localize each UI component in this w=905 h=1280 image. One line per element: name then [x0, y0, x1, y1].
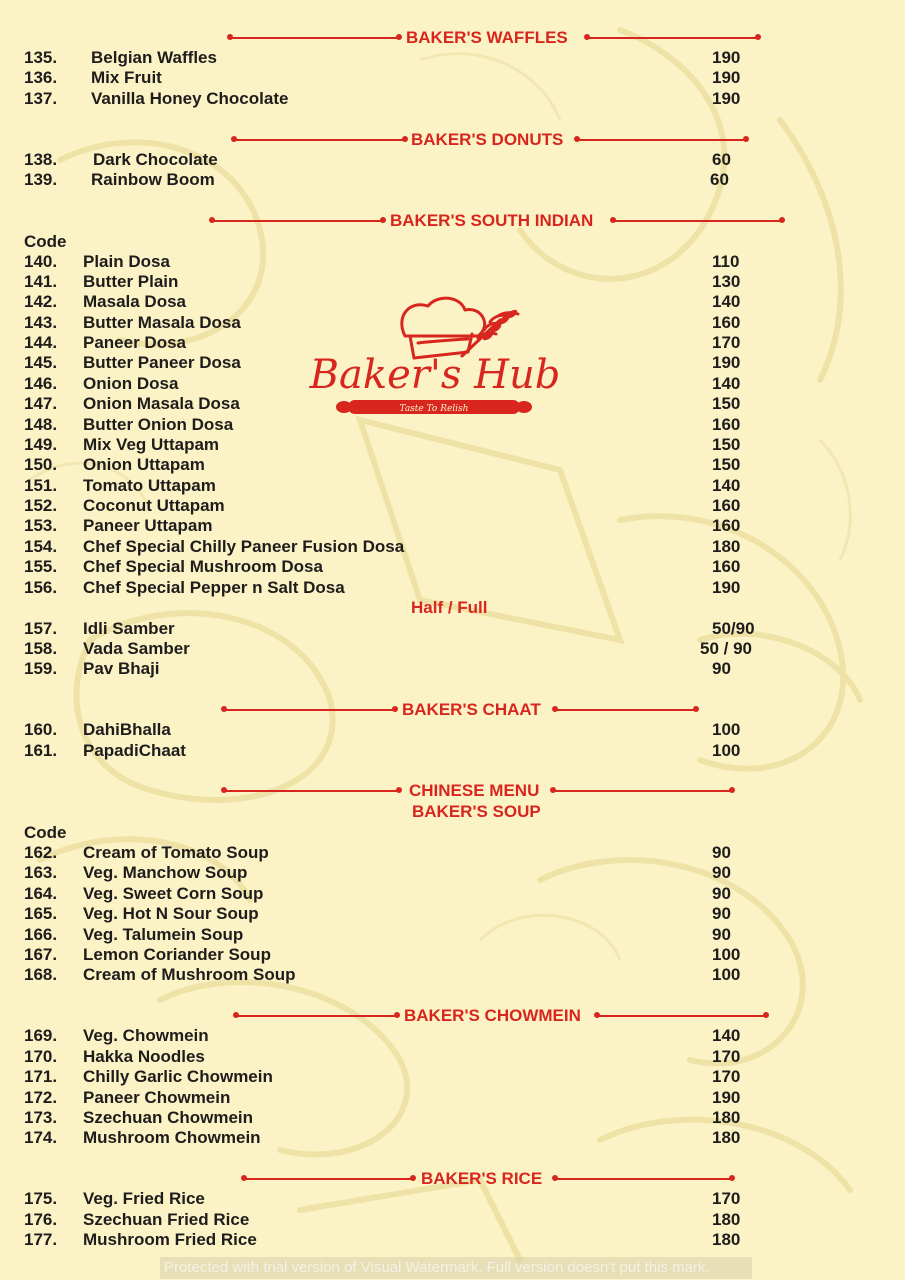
item-name: Vada Samber — [83, 639, 190, 658]
code-column-label: Code — [24, 232, 67, 251]
item-code: 165. — [24, 904, 58, 923]
divider-right — [578, 139, 746, 141]
item-code: 139. — [24, 170, 58, 189]
item-price: 60 — [712, 150, 731, 169]
section-title: BAKER'S CHOWMEIN — [404, 1006, 581, 1025]
item-code: 148. — [24, 415, 58, 434]
section-header-rice — [0, 1168, 905, 1190]
section-title: BAKER'S DONUTS — [411, 130, 564, 149]
item-name: Veg. Chowmein — [83, 1026, 209, 1045]
item-price: 170 — [712, 1189, 741, 1208]
item-price: 180 — [712, 1128, 741, 1147]
item-code: 144. — [24, 333, 58, 352]
menu-item — [0, 904, 905, 924]
menu-item — [0, 150, 905, 170]
item-price: 190 — [712, 1088, 741, 1107]
menu-item — [0, 741, 905, 761]
menu-item — [0, 435, 905, 455]
item-name: Butter Masala Dosa — [83, 313, 241, 332]
section-header-waffles — [0, 27, 905, 49]
menu-item — [0, 925, 905, 945]
menu-item — [0, 1026, 905, 1046]
item-code: 175. — [24, 1189, 58, 1208]
item-name: Butter Plain — [83, 272, 179, 291]
section-header-chaat — [0, 699, 905, 721]
item-code: 150. — [24, 455, 58, 474]
menu-item — [0, 313, 905, 333]
item-price: 180 — [712, 1230, 741, 1249]
divider-left — [212, 220, 382, 222]
item-price: 150 — [712, 435, 741, 454]
item-price: 140 — [712, 292, 741, 311]
item-name: Masala Dosa — [83, 292, 186, 311]
item-price: 50/90 — [712, 619, 755, 638]
menu-item — [0, 48, 905, 68]
menu-item — [0, 170, 905, 190]
item-name: Butter Onion Dosa — [83, 415, 234, 434]
divider-left — [236, 1015, 396, 1017]
item-name: Onion Dosa — [83, 374, 179, 393]
item-name: Paneer Chowmein — [83, 1088, 231, 1107]
item-code: 153. — [24, 516, 58, 535]
menu-item — [0, 292, 905, 312]
section-header-south-indian — [0, 210, 905, 232]
item-code: 146. — [24, 374, 58, 393]
item-price: 150 — [712, 394, 741, 413]
menu-item — [0, 639, 905, 659]
item-name: Cream of Mushroom Soup — [83, 965, 296, 984]
item-code: 137. — [24, 89, 58, 108]
item-price: 90 — [712, 843, 731, 862]
divider-right — [598, 1015, 766, 1017]
item-name: Belgian Waffles — [91, 48, 217, 67]
item-code: 140. — [24, 252, 58, 271]
logo-tagline-text: Taste To Relish — [399, 404, 469, 414]
item-price: 170 — [712, 1067, 741, 1086]
item-code: 171. — [24, 1067, 58, 1086]
item-code: 136. — [24, 68, 58, 87]
section-title: BAKER'S SOUTH INDIAN — [390, 211, 594, 230]
item-name: Butter Paneer Dosa — [83, 353, 241, 372]
item-code: 167. — [24, 945, 58, 964]
item-name: Veg. Fried Rice — [83, 1189, 205, 1208]
divider-left — [244, 1178, 412, 1180]
item-price: 90 — [712, 904, 731, 923]
item-name: Chilly Garlic Chowmein — [83, 1067, 273, 1086]
logo-brand-text: Baker's Hub — [309, 352, 561, 398]
divider-left — [230, 37, 398, 39]
section-header-chowmein — [0, 1005, 905, 1027]
item-price: 180 — [712, 537, 741, 556]
menu-item — [0, 353, 905, 373]
item-name: Mushroom Fried Rice — [83, 1230, 257, 1249]
item-price: 170 — [712, 333, 741, 352]
menu-item — [0, 394, 905, 414]
item-name: Hakka Noodles — [83, 1047, 205, 1066]
menu-item — [0, 1088, 905, 1108]
menu-item — [0, 578, 905, 598]
item-price: 170 — [712, 1047, 741, 1066]
item-code: 170. — [24, 1047, 58, 1066]
item-price: 90 — [712, 884, 731, 903]
divider-right — [588, 37, 758, 39]
item-name: Mushroom Chowmein — [83, 1128, 261, 1147]
item-price: 160 — [712, 516, 741, 535]
menu-item — [0, 965, 905, 985]
item-name: Szechuan Fried Rice — [83, 1210, 250, 1229]
divider-right — [556, 709, 696, 711]
item-price: 190 — [712, 48, 741, 67]
item-code: 166. — [24, 925, 58, 944]
item-price: 180 — [712, 1210, 741, 1229]
item-code: 158. — [24, 639, 58, 658]
menu-item — [0, 537, 905, 557]
item-price: 160 — [712, 557, 741, 576]
item-code: 169. — [24, 1026, 58, 1045]
section-header-donuts — [0, 129, 905, 151]
item-code: 149. — [24, 435, 58, 454]
item-name: Chef Special Mushroom Dosa — [83, 557, 323, 576]
item-price: 100 — [712, 720, 741, 739]
section-title: CHINESE MENU — [409, 781, 540, 800]
menu-item — [0, 1189, 905, 1209]
divider-right — [556, 1178, 732, 1180]
menu-item — [0, 252, 905, 272]
item-price: 160 — [712, 496, 741, 515]
item-name: Lemon Coriander Soup — [83, 945, 271, 964]
item-name: Idli Samber — [83, 619, 175, 638]
item-price: 100 — [712, 741, 741, 760]
item-code: 174. — [24, 1128, 58, 1147]
item-name: Chef Special Pepper n Salt Dosa — [83, 578, 345, 597]
item-code: 152. — [24, 496, 58, 515]
item-price: 100 — [712, 965, 741, 984]
menu-item — [0, 1047, 905, 1067]
item-name: Szechuan Chowmein — [83, 1108, 254, 1127]
item-price: 190 — [712, 353, 741, 372]
divider-right — [554, 790, 732, 792]
item-price: 90 — [712, 863, 731, 882]
item-code: 176. — [24, 1210, 58, 1229]
item-code: 147. — [24, 394, 58, 413]
item-name: Veg. Sweet Corn Soup — [83, 884, 264, 903]
item-price: 110 — [712, 252, 740, 271]
item-name: Veg. Hot N Sour Soup — [83, 904, 259, 923]
divider-left — [224, 709, 394, 711]
menu-item — [0, 1230, 905, 1250]
item-name: Mix Fruit — [91, 68, 162, 87]
menu-item — [0, 863, 905, 883]
item-name: Cream of Tomato Soup — [83, 843, 269, 862]
item-price: 140 — [712, 476, 741, 495]
section-header-chinese — [0, 780, 905, 802]
item-name: Mix Veg Uttapam — [83, 435, 220, 454]
item-price: 190 — [712, 89, 741, 108]
divider-left — [224, 790, 398, 792]
item-price: 140 — [712, 374, 741, 393]
section-title: BAKER'S WAFFLES — [406, 28, 568, 47]
item-code: 160. — [24, 720, 58, 739]
half-full-label: Half / Full — [411, 598, 488, 617]
item-price: 160 — [712, 415, 741, 434]
menu-item — [0, 516, 905, 536]
menu-item — [0, 945, 905, 965]
item-name: DahiBhalla — [83, 720, 171, 739]
item-name: Pav Bhaji — [83, 659, 160, 678]
menu-item — [0, 476, 905, 496]
item-code: 161. — [24, 741, 58, 760]
divider-right — [614, 220, 782, 222]
menu-item — [0, 557, 905, 577]
watermark-banner: Protected with trial version of Visual Watermark. Full version doesn't put this mark. — [160, 1257, 752, 1279]
item-price: 100 — [712, 945, 741, 964]
item-name: Tomato Uttapam — [83, 476, 216, 495]
item-name: Plain Dosa — [83, 252, 170, 271]
menu-item — [0, 720, 905, 740]
item-name: Onion Masala Dosa — [83, 394, 240, 413]
item-code: 162. — [24, 843, 58, 862]
menu-item — [0, 659, 905, 679]
item-price: 180 — [712, 1108, 741, 1127]
item-name: Paneer Uttapam — [83, 516, 213, 535]
item-name: Vanilla Honey Chocolate — [91, 89, 289, 108]
menu-item — [0, 333, 905, 353]
item-code: 177. — [24, 1230, 58, 1249]
code-column-label: Code — [24, 823, 67, 842]
menu-item — [0, 374, 905, 394]
item-price: 130 — [712, 272, 741, 291]
item-name: Chef Special Chilly Paneer Fusion Dosa — [83, 537, 405, 556]
item-code: 155. — [24, 557, 58, 576]
item-name: Onion Uttapam — [83, 455, 205, 474]
divider-left — [234, 139, 404, 141]
menu-item — [0, 843, 905, 863]
item-name: Coconut Uttapam — [83, 496, 225, 515]
item-code: 156. — [24, 578, 58, 597]
item-price: 160 — [712, 313, 741, 332]
item-code: 173. — [24, 1108, 58, 1127]
menu-item — [0, 455, 905, 475]
item-price: 190 — [712, 578, 741, 597]
item-name: PapadiChaat — [83, 741, 186, 760]
item-code: 164. — [24, 884, 58, 903]
item-name: Veg. Talumein Soup — [83, 925, 244, 944]
menu-item — [0, 1067, 905, 1087]
menu-item — [0, 415, 905, 435]
menu-item — [0, 68, 905, 88]
item-code: 154. — [24, 537, 58, 556]
item-name: Rainbow Boom — [91, 170, 215, 189]
item-code: 138. — [24, 150, 58, 169]
item-code: 151. — [24, 476, 58, 495]
item-price: 90 — [712, 659, 731, 678]
item-price: 50 / 90 — [700, 639, 752, 658]
item-code: 172. — [24, 1088, 58, 1107]
menu-item — [0, 1128, 905, 1148]
item-code: 163. — [24, 863, 58, 882]
item-code: 157. — [24, 619, 58, 638]
section-title: BAKER'S RICE — [421, 1169, 543, 1188]
item-price: 60 — [710, 170, 729, 189]
menu-item — [0, 272, 905, 292]
menu-item — [0, 1210, 905, 1230]
section-title-soup: BAKER'S SOUP — [412, 802, 541, 821]
item-code: 145. — [24, 353, 58, 372]
item-name: Dark Chocolate — [93, 150, 218, 169]
item-price: 90 — [712, 925, 731, 944]
item-name: Paneer Dosa — [83, 333, 186, 352]
item-code: 141. — [24, 272, 58, 291]
item-price: 190 — [712, 68, 741, 87]
item-code: 168. — [24, 965, 58, 984]
menu-item — [0, 1108, 905, 1128]
item-code: 143. — [24, 313, 58, 332]
item-price: 140 — [712, 1026, 741, 1045]
menu-item — [0, 619, 905, 639]
item-price: 150 — [712, 455, 741, 474]
item-code: 159. — [24, 659, 58, 678]
item-code: 135. — [24, 48, 58, 67]
section-title: BAKER'S CHAAT — [402, 700, 541, 719]
menu-item — [0, 89, 905, 109]
menu-item — [0, 884, 905, 904]
menu-item — [0, 496, 905, 516]
item-name: Veg. Manchow Soup — [83, 863, 248, 882]
item-code: 142. — [24, 292, 58, 311]
